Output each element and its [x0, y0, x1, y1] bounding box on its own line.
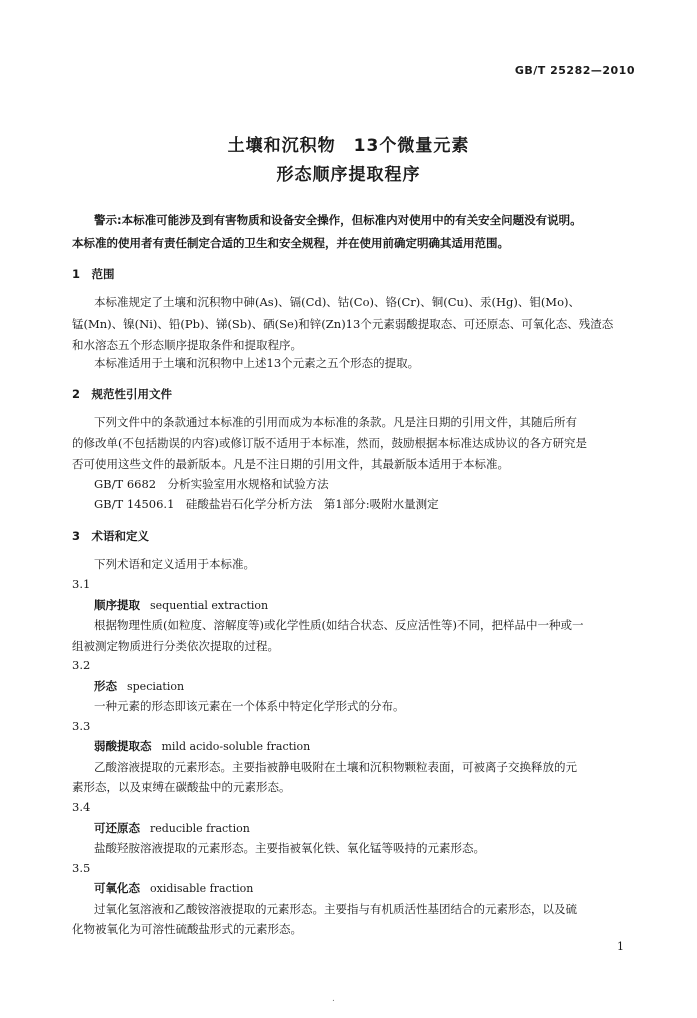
term-3-1-definition-line1: 根据物理性质(如粒度、溶解度等)或化学性质(如结合状态、反应活性等)不同，把样品中一种或一: [94, 618, 584, 632]
term-3-3-english: mild acido-soluble fraction: [161, 740, 311, 753]
term-3-5-english: oxidisable fraction: [150, 882, 254, 895]
term-3-1-definition-line2: 组被测定物质进行分类依次提取的过程。: [72, 639, 279, 653]
section2-line1: 下列文件中的条款通过本标准的引用而成为本标准的条款。凡是注日期的引用文件，其随后所有: [94, 415, 577, 429]
term-3-5-number: 3.5: [72, 861, 91, 875]
reference-gbt14506: GB/T 14506.1 硅酸盐岩石化学分析方法 第1部分:吸附水量测定: [94, 497, 439, 511]
section1-line3: 和水溶态五个形态顺序提取条件和提取程序。: [72, 338, 302, 352]
term-3-1-heading: [94, 597, 268, 614]
term-3-4-name: 可还原态: [94, 821, 140, 835]
term-3-3-heading: [94, 738, 310, 755]
term-3-1-name: 顺序提取: [94, 598, 140, 612]
term-3-4-heading: [94, 820, 250, 837]
term-3-4-english: reducible fraction: [150, 822, 250, 835]
section2-line3: 否可使用这些文件的最新版本。凡是不注日期的引用文件，其最新版本适用于本标准。: [72, 457, 509, 471]
term-3-5-definition-line1: 过氧化氢溶液和乙酸铵溶液提取的元素形态。主要指与有机质活性基团结合的元素形态，以及硫: [94, 902, 577, 916]
section1-line1: 本标准规定了土壤和沉积物中砷(As)、镉(Cd)、钴(Co)、铬(Cr)、铜(Cu)、汞(Hg)、钼(Mo)、: [94, 295, 580, 309]
term-3-5-heading: [94, 880, 253, 897]
section1-line2: 锰(Mn)、镍(Ni)、铅(Pb)、锑(Sb)、硒(Se)和锌(Zn)13个元素弱酸提取态、可还原态、可氧化态、残渣态: [72, 317, 614, 331]
term-3-3-definition-line1: 乙酸溶液提取的元素形态。主要指被静电吸附在土壤和沉积物颗粒表面，可被离子交换释放的元: [94, 760, 577, 774]
term-3-1-number: 3.1: [72, 577, 91, 591]
document-title-line1: 土壤和沉积物 13个微量元素: [227, 136, 470, 156]
section1-line4: 本标准适用于土壤和沉积物中上述13个元素之五个形态的提取。: [94, 356, 420, 370]
reference-gbt6682: GB/T 6682 分析实验室用水规格和试验方法: [94, 477, 329, 491]
term-3-2-heading: [94, 678, 184, 695]
term-3-4-number: 3.4: [72, 800, 91, 814]
section2-heading: 2 规范性引用文件: [72, 387, 173, 401]
term-3-4-definition-line1: 盐酸羟胺溶液提取的元素形态。主要指被氧化铁、氧化锰等吸持的元素形态。: [94, 841, 485, 855]
term-3-3-number: 3.3: [72, 719, 91, 733]
term-3-1-english: sequential extraction: [150, 599, 269, 612]
term-3-2-definition-line1: 一种元素的形态即该元素在一个体系中特定化学形式的分布。: [94, 699, 405, 713]
term-3-2-name: 形态: [94, 679, 117, 693]
term-3-2-english: speciation: [127, 680, 185, 693]
term-3-5-name: 可氧化态: [94, 881, 140, 895]
warning-line1: 警示:本标准可能涉及到有害物质和设备安全操作，但标准内对使用中的有关安全问题没有说明。: [94, 213, 582, 227]
page-number: 1: [617, 940, 624, 953]
term-3-2-number: 3.2: [72, 658, 91, 672]
term-3-5-definition-line2: 化物被氧化为可溶性硫酸盐形式的元素形态。: [72, 922, 302, 936]
term-3-3-definition-line2: 素形态，以及束缚在碳酸盐中的元素形态。: [72, 780, 291, 794]
section3-intro: 下列术语和定义适用于本标准。: [94, 557, 255, 571]
term-3-3-name: 弱酸提取态: [94, 739, 152, 753]
warning-line2: 本标准的使用者有责任制定合适的卫生和安全规程，并在使用前确定明确其适用范围。: [72, 236, 509, 250]
section2-line2: 的修改单(不包括勘误的内容)或修订版不适用于本标准，然而，鼓励根据本标准达成协议的各方研究是: [72, 436, 587, 450]
standard-number: GB/T 25282—2010: [514, 64, 635, 77]
section3-heading: 3 术语和定义: [72, 529, 150, 543]
section1-heading: 1 范围: [72, 267, 115, 281]
document-title-line2: 形态顺序提取程序: [276, 165, 421, 185]
scan-mark: .: [332, 994, 335, 1004]
